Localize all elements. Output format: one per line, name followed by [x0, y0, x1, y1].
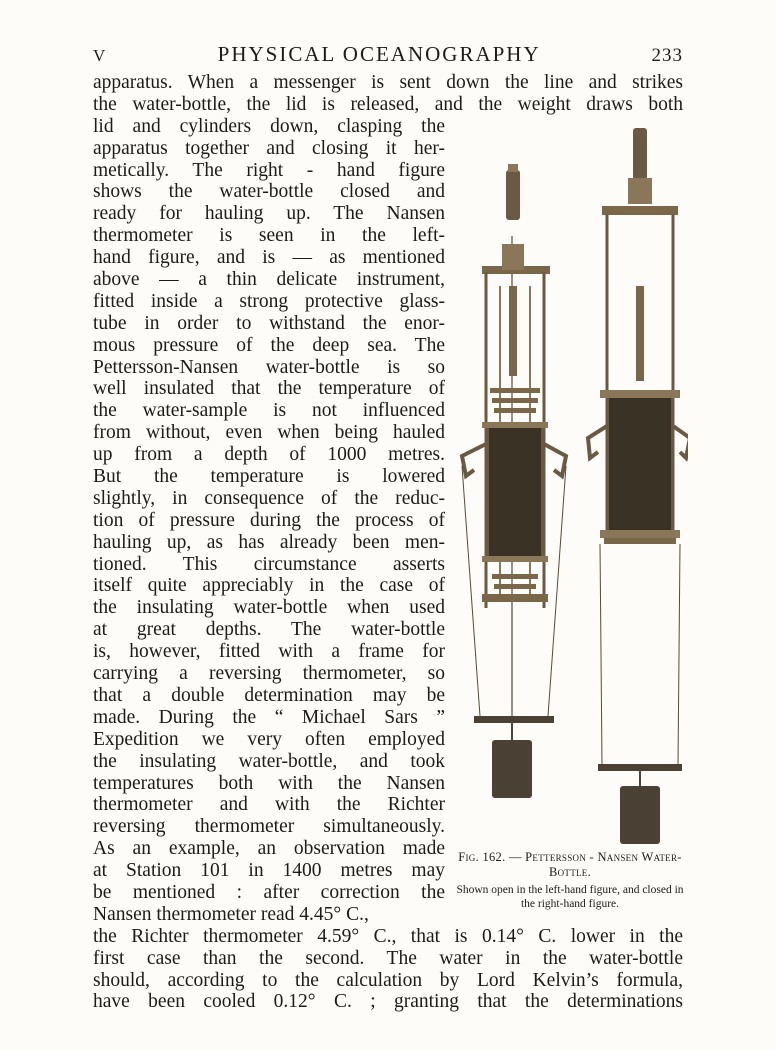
text-line: Expedition we very often employed — [93, 728, 445, 750]
text-line: mous pressure of the deep sea. The — [93, 334, 445, 356]
cylinder-rim-top — [600, 390, 680, 398]
text-line: temperatures both with the Nansen — [93, 772, 445, 794]
running-title: PHYSICAL OCEANOGRAPHY — [217, 42, 541, 66]
text-line: the Richter thermometer 4.59° C., that is 0.14° C. lower in the — [93, 925, 683, 947]
text-line: lid and cylinders down, clasping the — [93, 115, 445, 137]
text-line: should, according to the calculation by Lord Kelvin’s formula, — [93, 969, 683, 991]
text-line: that a double determination may be — [93, 684, 445, 706]
top-clamp — [502, 244, 524, 270]
text-line: metically. The right - hand figure — [93, 159, 445, 181]
disc — [492, 398, 538, 403]
text-line: fitted inside a strong protective glass- — [93, 290, 445, 312]
text-line: made. During the “ Michael Sars ” — [93, 706, 445, 728]
figure-caption-text: Shown open in the left-hand figure, and closed in the right-hand figure. — [456, 884, 684, 910]
text-line: at great depths. The water-bottle — [93, 619, 445, 641]
lid-cylinder — [633, 128, 647, 180]
thermometer-stem — [636, 286, 644, 381]
text-line: first case than the second. The water in the water-bottle — [93, 947, 683, 969]
text-line: is, however, fitted with a frame for — [93, 641, 445, 663]
text-line: slightly, in consequence of the reduc- — [93, 487, 445, 509]
section-numeral: V — [93, 46, 107, 65]
running-head — [93, 42, 683, 72]
text-line: up from a depth of 1000 metres. — [93, 444, 445, 466]
top-crossbar — [602, 206, 678, 215]
text-line: reversing thermometer simultaneously. — [93, 816, 445, 838]
disc — [492, 574, 538, 579]
text-line: the insulating water-bottle, and took — [93, 750, 445, 772]
side-arm-left — [462, 444, 486, 476]
text-line: thermometer is seen in the left- — [93, 225, 445, 247]
cylinder-rim-bottom — [600, 530, 680, 538]
open-water-bottle — [462, 164, 566, 798]
text-line: But the temperature is lowered — [93, 466, 445, 488]
text-line: from without, even when being hauled — [93, 422, 445, 444]
bottom-crossbar — [482, 594, 548, 602]
insulated-cylinder — [488, 426, 542, 558]
cylinder-rim-top — [482, 422, 548, 428]
text-line: apparatus. When a messenger is sent down the line and strikes — [93, 72, 683, 93]
side-cord — [600, 544, 602, 764]
text-line: tube in order to withstand the enor- — [93, 312, 445, 334]
top-clamp — [628, 178, 652, 204]
text-line: ready for hauling up. The Nansen — [93, 203, 445, 225]
text-line: thermometer and with the Richter — [93, 794, 445, 816]
text-line: carrying a reversing thermometer, so — [93, 663, 445, 685]
figure-caption — [452, 850, 688, 911]
text-line: Pettersson-Nansen water-bottle is so — [93, 356, 445, 378]
disc — [494, 408, 536, 413]
thermometer-stem — [509, 286, 517, 376]
disc — [494, 584, 536, 589]
water-bottle-illustration — [452, 126, 688, 848]
disc — [490, 388, 540, 393]
weight — [620, 786, 660, 844]
text-line: itself quite appreciably in the case of — [93, 575, 445, 597]
side-arm-right — [673, 426, 688, 458]
text-line: As an example, an observation made — [93, 838, 445, 860]
weight-bar — [474, 716, 554, 723]
text-line: above — a thin delicate instrument, — [93, 269, 445, 291]
text-line: tioned. This circumstance asserts — [93, 553, 445, 575]
figure-title: Fig. 162. — Pettersson - Nansen Water-Bottle. — [458, 850, 682, 879]
text-line: well insulated that the temperature of — [93, 378, 445, 400]
side-cord — [462, 466, 480, 716]
closed-water-bottle — [588, 128, 688, 844]
weight — [492, 740, 532, 798]
text-line: hauling up, as has already been men- — [93, 531, 445, 553]
text-line: the water-bottle, the lid is released, and the weight draws both — [93, 93, 683, 115]
text-line: the water-sample is not influenced — [93, 400, 445, 422]
water-bottle-figure — [452, 126, 688, 848]
text-line: apparatus together and closing it her- — [93, 137, 445, 159]
text-line: tion of pressure during the process of — [93, 509, 445, 531]
text-line: have been cooled 0.12° C. ; granting that the determinations — [93, 991, 683, 1013]
text-line: at Station 101 in 1400 metres may — [93, 860, 445, 882]
text-line: hand figure, and is — as mentioned — [93, 247, 445, 269]
lid-cap — [508, 164, 518, 172]
text-line: Nansen thermometer read 4.45° C., — [93, 903, 369, 925]
side-arm-left — [588, 426, 607, 458]
bottom-crossbar — [604, 538, 676, 544]
text-line: the insulating water-bottle when used — [93, 597, 445, 619]
side-cord — [678, 544, 680, 764]
text-line: shows the water-bottle closed and — [93, 181, 445, 203]
lid-cylinder — [506, 170, 520, 220]
text-line: be mentioned : after correction the — [93, 881, 445, 903]
insulated-cylinder — [608, 396, 672, 534]
page-number: 233 — [651, 45, 683, 66]
cylinder-rim-bottom — [482, 556, 548, 562]
weight-bar — [598, 764, 682, 771]
side-cord — [548, 466, 566, 716]
side-arm-right — [544, 444, 566, 476]
